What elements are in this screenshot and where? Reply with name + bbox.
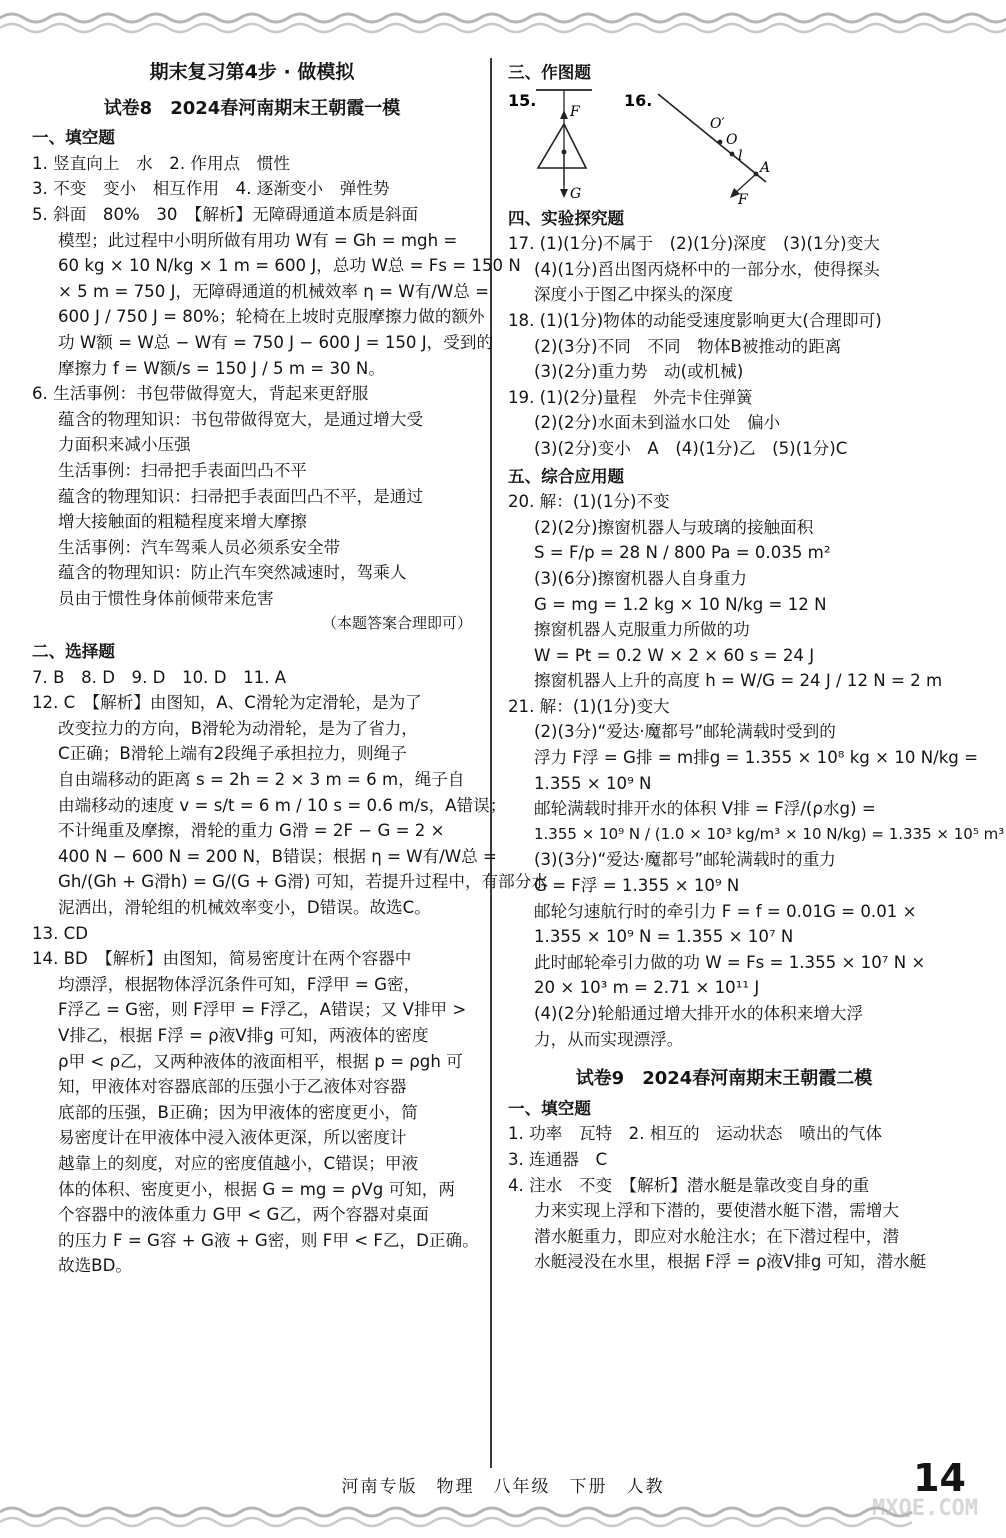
answer-line: C正确；B滑轮上端有2段绳子承担拉力，则绳子 [58,744,407,764]
answer-line: 底部的压强，B正确；因为甲液体的密度更小，简 [58,1102,418,1122]
answer-line: 蕴含的物理知识：扫帚把手表面凹凸不平，是通过 [58,486,424,506]
answer-line: 生活事例：扫帚把手表面凹凸不平 [58,460,307,480]
answer-line: 增大接触面的粗糙程度来增大摩擦 [58,512,307,532]
answer-line: 不计绳重及摩擦，滑轮的重力 G滑 = 2F − G = 2 × [58,821,445,841]
answer-line: (3)(6分)擦窗机器人自身重力 [534,568,747,588]
answer-line: (4)(1分)舀出图丙烧杯中的一部分水，使得探头 [534,259,880,279]
answer-line: 12. C 【解析】由图知，A、C滑轮为定滑轮，是为了 [32,693,422,713]
tension-arrowhead [560,110,568,119]
answer-line: 擦窗机器人克服重力所做的功 [534,620,750,640]
q15-label: 15. [508,90,537,110]
answer-line: Gh/(Gh + G滑h) = G/(G + G滑) 可知，若提升过程中，有部分水 [58,872,548,892]
answer-line: (2)(2分)水面未到溢水口处 偏小 [534,413,781,433]
answer-line: (4)(2分)轮船通过增大排开水的体积来增大浮 [534,1004,864,1023]
q16-label: 16. [624,90,653,110]
answer-line: 越靠上的刻度，对应的密度值越小，C错误；甲液 [58,1153,419,1173]
answer-line: (2)(3分)“爱达·魔都号”邮轮满载时受到的 [534,722,836,742]
answer-line: 模型；此过程中小明所做有用功 W有 = Gh = mgh = [58,230,458,250]
answer-line: 1.355 × 10⁹ N [534,773,652,793]
page-title: 期末复习第4步 · 做模拟 [149,61,355,83]
answer-line: 邮轮匀速航行时的牵引力 F = f = 0.01G = 0.01 × [534,901,917,921]
section-drawing: 三、作图题 [508,63,591,82]
answer-line: 员由于惯性身体前倾带来危害 [58,588,274,608]
section-choice: 二、选择题 [32,642,115,662]
force-f2-label: F [738,191,748,204]
answer-line: (2)(3分)不同 不同 物体B被推动的距离 [534,336,842,356]
answer-line: 18. (1)(1分)物体的动能受速度影响更大(合理即可) [508,310,882,330]
answer-line: (3)(2分)变小 A (4)(1分)乙 (5)(1分)C [534,438,848,458]
answer-line: F浮乙 = G密，则 F浮甲 = F浮乙，A错误；又 V排甲 > [58,1000,467,1020]
page-number: 14 [913,1456,966,1500]
answer-line: 摩擦力 f = W额/s = 150 J / 5 m = 30 N。 [58,358,385,378]
answer-line: 60 kg × 10 N/kg × 1 m = 600 J，总功 W总 = Fs = 150 N [58,256,521,276]
answer-line: 14. BD 【解析】由图知，简易密度计在两个容器中 [32,949,412,969]
answer-line: 水艇浸没在水里，根据 F浮 = ρ液V排g 可知，潜水艇 [534,1252,927,1272]
answer-line: 力来实现上浮和下潜的，要使潜水艇下潜，需增大 [534,1201,900,1221]
answer-line: 600 J / 750 J = 80%；轮椅在上坡时克服摩擦力做的额外 [58,307,485,327]
answer-line: 知，甲液体对容器底部的压强小于乙液体对容器 [58,1077,407,1097]
gravity-arrowhead [560,189,568,198]
answer-line: 1.355 × 10⁹ N = 1.355 × 10⁷ N [534,927,794,947]
answer-line: 20. 解：(1)(1分)不变 [508,492,670,512]
answer-line: 浮力 F浮 = G排 = m排g = 1.355 × 10⁸ kg × 10 N/kg = [534,748,979,768]
page-footer: 河南专版 物理 八年级 下册 人教 [341,1477,665,1497]
section-fill-blank-2: 一、填空题 [508,1098,591,1118]
answer-line: 19. (1)(2分)量程 外壳卡住弹簧 [508,387,753,407]
drawing-figures [508,86,940,204]
answer-line: 功 W额 = W总 − W有 = 750 J − 600 J = 150 J，受到的 [58,332,494,352]
answer-line: 深度小于图乙中探头的深度 [534,285,734,305]
answer-note: （本题答案合理即可） [321,614,472,633]
answer-line: 5. 斜面 80% 30 【解析】无障碍通道本质是斜面 [32,204,419,224]
answer-line: 3. 不变 变小 相互作用 4. 逐渐变小 弹性势 [32,179,390,199]
triangle-object [538,124,586,168]
exam-8-title: 试卷8 2024春河南期末王朝霞一模 [103,97,401,119]
answer-line: 均漂浮，根据物体浮沉条件可知，F浮甲 = G密， [58,974,421,994]
answer-line: V排乙，根据 F浮 = ρ液V排g 可知，两液体的密度 [58,1025,429,1045]
answer-line: 1.355 × 10⁹ N / (1.0 × 10³ kg/m³ × 10 N/kg) = 1.335 × 10⁵ m³ [534,824,1005,843]
watermark: MXQE.COM [872,1496,978,1521]
answer-line: 17. (1)(1分)不属于 (2)(1分)深度 (3)(1分)变大 [508,234,880,254]
answer-line: (3)(3分)“爱达·魔都号”邮轮满载时的重力 [534,850,836,870]
label-o: O [726,131,738,148]
answer-line: 4. 注水 不变 【解析】潜水艇是靠改变自身的重 [508,1175,870,1195]
answer-line: 蕴含的物理知识：书包带做得宽大，是通过增大受 [58,409,424,429]
label-l: l [738,147,743,164]
answer-line: 生活事例：汽车驾乘人员必须系安全带 [58,537,341,557]
answer-line: ρ甲 < ρ乙，又两种液体的液面相平，根据 p = ρgh 可 [58,1051,463,1071]
section-fill-blank: 一、填空题 [32,128,115,148]
answer-line: 20 × 10³ m = 2.71 × 10¹¹ J [534,978,760,998]
answer-line: 此时邮轮牵引力做的功 W = Fs = 1.355 × 10⁷ N × [534,952,926,972]
pivot-o [730,151,735,156]
right-column [508,58,1005,1275]
answer-line: 蕴含的物理知识：防止汽车突然减速时，驾乘人 [58,563,407,583]
pivot-o-prime [718,139,723,144]
answer-line: 6. 生活事例：书包带做得宽大，背起来更舒服 [32,384,369,404]
answer-line: 1. 竖直向上 水 2. 作用点 惯性 [32,153,290,173]
answer-line: S = F/p = 28 N / 800 Pa = 0.035 m² [534,543,831,563]
answer-line: 自由端移动的距离 s = 2h = 2 × 3 m = 6 m，绳子自 [58,770,465,790]
answer-line: W = Pt = 0.2 W × 2 × 60 s = 24 J [534,645,815,665]
answer-line: 由端移动的速度 v = s/t = 6 m / 10 s = 0.6 m/s，A错误； [58,795,507,815]
force-g-label: G [570,185,582,202]
answer-line: 400 N − 600 N = 200 N，B错误；根据 η = W有/W总 = [58,846,497,866]
left-column [32,58,548,1279]
answer-line: 改变拉力的方向，B滑轮为动滑轮，是为了省力， [58,718,418,738]
answer-line: 潜水艇重力，即应对水舱注水；在下潜过程中，潜 [534,1226,900,1246]
answer-line: 邮轮满载时排开水的体积 V排 = F浮/(ρ水g) = [534,799,876,819]
top-wave-border [0,4,1006,44]
section-application: 五、综合应用题 [508,466,625,486]
answer-line: 1. 功率 瓦特 2. 相互的 运动状态 喷出的气体 [508,1124,883,1144]
force-diagrams [508,86,940,204]
answer-line: 故选BD。 [58,1256,132,1276]
answer-line: 力，从而实现漂浮。 [534,1029,684,1049]
answer-line: (3)(2分)重力势 动(或机械) [534,362,744,382]
answer-line: × 5 m = 750 J，无障碍通道的机械效率 η = W有/W总 = [58,281,490,301]
answer-line: 易密度计在甲液体中浸入液体更深，所以密度计 [58,1128,407,1148]
answer-line: 3. 连通器 C [508,1149,608,1169]
answer-line: 泥洒出，滑轮组的机械效率变小，D错误。故选C。 [58,898,431,917]
answer-line: 21. 解：(1)(1分)变大 [508,696,670,716]
bottom-wave-border [0,1498,1006,1538]
label-o-prime: O′ [710,115,725,132]
force-f-label: F [570,103,580,120]
answer-line: 体的体积、密度更小，根据 G = mg = ρVg 可知，两 [58,1179,455,1199]
answer-line: 7. B 8. D 9. D 10. D 11. A [32,667,287,687]
force-arrow [734,174,756,194]
answer-line: 擦窗机器人上升的高度 h = W/G = 24 J / 12 N = 2 m [534,671,943,691]
lever-line [658,94,766,182]
answer-line: 的压力 F = G容 + G液 + G密，则 F甲 < F乙，D正确。 [58,1230,479,1250]
answer-line: (2)(2分)擦窗机器人与玻璃的接触面积 [534,517,814,537]
label-a: A [760,159,771,176]
answer-line: G = F浮 = 1.355 × 10⁹ N [534,876,740,896]
answer-line: 力面积来减小压强 [58,435,191,455]
section-experiment: 四、实验探究题 [508,208,625,228]
answer-line: G = mg = 1.2 kg × 10 N/kg = 12 N [534,594,827,614]
exam-9-title: 试卷9 2024春河南期末王朝霞二模 [575,1068,873,1090]
answer-line: 13. CD [32,923,89,943]
answer-line: 个容器中的液体重力 G甲 < G乙，两个容器对桌面 [58,1205,429,1225]
